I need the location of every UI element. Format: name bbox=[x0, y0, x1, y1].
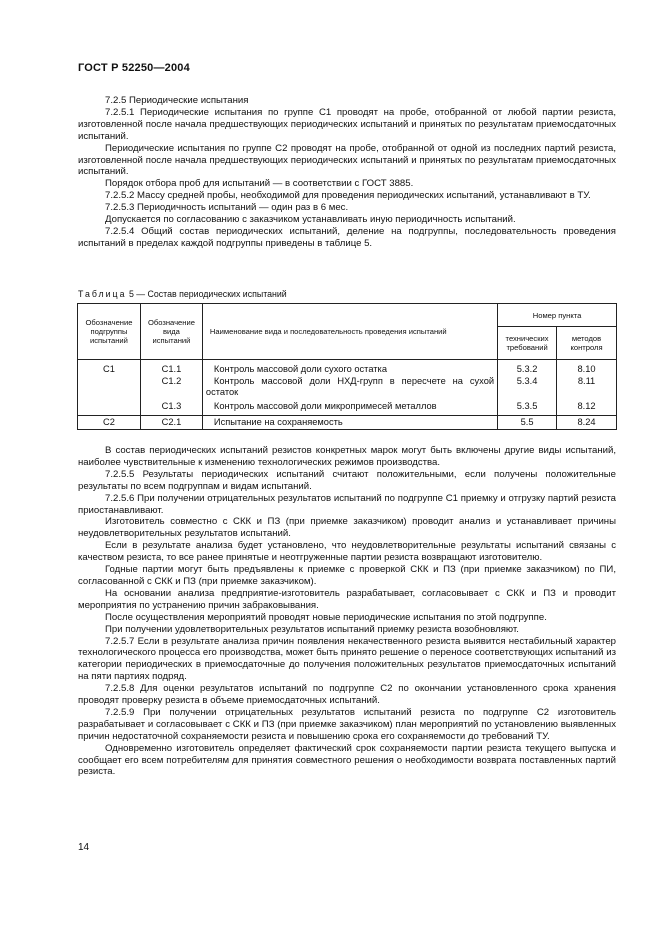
text-block-top bbox=[78, 95, 616, 250]
header-tech-req: технических требований bbox=[498, 327, 557, 360]
table-row bbox=[78, 416, 617, 430]
cell-name: Контроль массовой доли сухого остатка bbox=[202, 360, 497, 376]
paragraph: Одновременно изготовитель определяет фактический срок сохраняемости партии резиста текущего выпуска и сообщает его всем потребителям для принятия совместного решения о необходимости возврата поставленных партий резиста. bbox=[78, 742, 616, 778]
paragraph: В состав периодических испытаний резистов конкретных марок могут быть включены другие виды испытаний, наиболее чувствительные к изменению технологических режимов производства. bbox=[78, 445, 616, 468]
paragraph: 7.2.5.4 Общий состав периодических испытаний, деление на подгруппы, последовательность проведения испытаний в пределах каждой подгруппы приведены в таблице 5. bbox=[78, 225, 616, 249]
table-caption-word: Таблица bbox=[78, 289, 127, 299]
paragraph: Если в результате анализа будет установлено, что неудовлетворительные результаты испытаний связаны с качеством резиста, то все ранее принятые и неотгруженные партии резиста возвращают изготовителю. bbox=[78, 540, 616, 564]
cell-type: С1.3 bbox=[140, 399, 202, 416]
cell-type: С2.1 bbox=[140, 416, 202, 430]
table-row bbox=[78, 376, 617, 399]
cell-group: С1 bbox=[78, 360, 141, 376]
paragraph: Порядок отбора проб для испытаний — в соответствии с ГОСТ 3885. bbox=[105, 178, 414, 190]
cell-req: 5.3.2 bbox=[498, 360, 557, 376]
cell-req: 5.3.5 bbox=[498, 399, 557, 416]
cell-name: Контроль массовой доли НХД-групп в пересчете на сухой остаток bbox=[202, 376, 497, 399]
text-block-bottom bbox=[78, 445, 616, 778]
cell-type: С1.1 bbox=[140, 360, 202, 376]
cell-req: 5.5 bbox=[498, 416, 557, 430]
paragraph: 7.2.5.2 Массу средней пробы, необходимой для проведения периодических испытаний, устанавливают в ТУ. bbox=[105, 190, 591, 202]
cell-method: 8.24 bbox=[557, 416, 617, 430]
paragraph: Допускается по согласованию с заказчиком устанавливать иную периодичность испытаний. bbox=[105, 214, 516, 226]
cell-name: Контроль массовой доли микропримесей металлов bbox=[202, 399, 497, 416]
periodic-tests-table bbox=[77, 303, 617, 430]
header-group: Обозначение подгруппы испытаний bbox=[78, 304, 141, 360]
paragraph: 7.2.5.5 Результаты периодических испытаний считают положительными, если получены положительные результаты по всем подгруппам и видам испытаний. bbox=[78, 468, 616, 492]
cell-req: 5.3.4 bbox=[498, 376, 557, 399]
document-code-header: ГОСТ Р 52250—2004 bbox=[78, 62, 190, 74]
cell-method: 8.11 bbox=[557, 376, 617, 399]
paragraph: 7.2.5.9 При получении отрицательных результатов испытаний резиста по подгруппе С2 изготовитель разрабатывает и согласовывает с СКК и ПЗ (при приемке заказчиком) план мероприятий по установлению выявленных причин недостаточной сохраняемости резиста и повышению срока его сохраняемости до требований ТУ. bbox=[78, 706, 616, 742]
paragraph: На основании анализа предприятие-изготовитель разрабатывает, согласовывает с СКК и ПЗ и проводит мероприятия по устранению причин забраковывания. bbox=[78, 587, 616, 611]
cell-name: Испытание на сохраняемость bbox=[202, 416, 497, 430]
paragraph: 7.2.5.6 При получении отрицательных результатов испытаний по подгруппе С1 приемку и отгрузку партий резиста приостанавливают. bbox=[78, 492, 616, 516]
header-control-methods: методов контроля bbox=[557, 327, 617, 360]
table-caption bbox=[78, 289, 287, 299]
paragraph: Изготовитель совместно с СКК и ПЗ (при приемке заказчиком) проводит анализ и устанавливает причины неудовлетворительных результатов испытаний. bbox=[78, 516, 616, 540]
table-caption-text: 5 — Состав периодических испытаний bbox=[128, 289, 287, 299]
header-type: Обозначение вида испытаний bbox=[140, 304, 202, 360]
cell-method: 8.12 bbox=[557, 399, 617, 416]
cell-method: 8.10 bbox=[557, 360, 617, 376]
paragraph: 7.2.5.1 Периодические испытания по группе С1 проводят на пробе, отобранной от любой партии резиста, изготовленной после начала предшествующих периодических испытаний и принятых по результатам приемосдаточных испытаний. bbox=[78, 106, 616, 142]
header-name: Наименование вида и последовательность проведения испытаний bbox=[202, 304, 497, 360]
paragraph: 7.2.5.3 Периодичность испытаний — один раз в 6 мес. bbox=[105, 202, 349, 214]
cell-group bbox=[78, 376, 141, 399]
paragraph: 7.2.5 Периодические испытания bbox=[105, 95, 249, 106]
paragraph: При получении удовлетворительных результатов испытаний приемку резиста возобновляют. bbox=[105, 623, 519, 635]
paragraph: Годные партии могут быть предъявлены к приемке с проверкой СКК и ПЗ (при приемке заказчиком) по ПИ, согласованной с СКК и ПЗ (при приемке заказчиком). bbox=[78, 564, 616, 587]
paragraph: Периодические испытания по группе С2 проводят на пробе, отобранной от одной из последних партий резиста, изготовленной после начала предшествующих периодических испытаний и принятых по результатам приемосдаточных испытаний. bbox=[78, 142, 616, 178]
page-number: 14 bbox=[78, 842, 90, 853]
paragraph: После осуществления мероприятий проводят новые периодические испытания по этой подгруппе. bbox=[105, 611, 547, 623]
header-item-number: Номер пункта bbox=[498, 304, 617, 327]
paragraph: 7.2.5.8 Для оценки результатов испытаний по подгруппе С2 по окончании установленного срока хранения проводят проверку резиста в объеме приемосдаточных испытаний. bbox=[78, 683, 616, 707]
paragraph: 7.2.5.7 Если в результате анализа причин появления некачественного резиста выявится нестабильный характер технологического процесса его производства, может быть принято решение о переносе соответствующих испытаний из категории периодических в приемосдаточные до получения положительных результатов приемосдаточных испытаний на пяти партиях подряд. bbox=[78, 635, 616, 683]
cell-group bbox=[78, 399, 141, 416]
cell-group: С2 bbox=[78, 416, 141, 430]
table-row bbox=[78, 399, 617, 416]
cell-type: С1.2 bbox=[140, 376, 202, 399]
table-row bbox=[78, 360, 617, 376]
